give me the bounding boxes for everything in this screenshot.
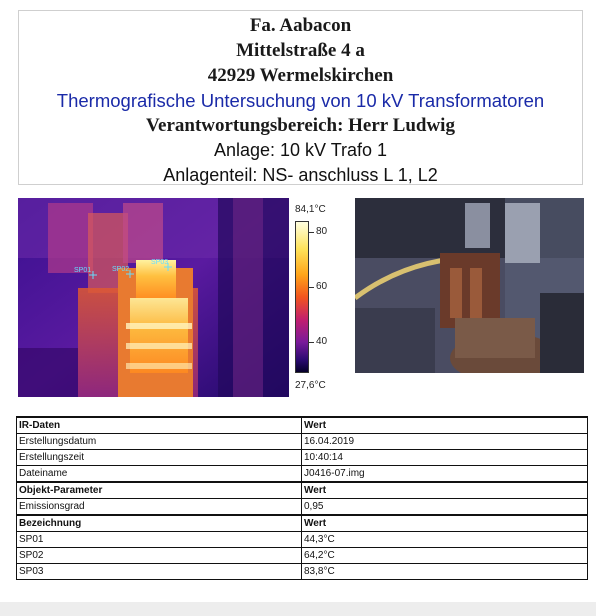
- table-cell: SP02: [17, 548, 302, 564]
- plant-part: Anlagenteil: NS- anschluss L 1, L2: [163, 165, 438, 185]
- table-row: [17, 434, 588, 450]
- street-address: Mittelstraße 4 a: [236, 40, 365, 61]
- scale-tick-label: 60: [316, 281, 328, 292]
- table-row: [17, 564, 588, 580]
- table-row: [17, 466, 588, 483]
- ir-data-table: [16, 416, 588, 580]
- table-cell: 16.04.2019: [302, 434, 588, 450]
- scale-max: 84,1°C: [295, 204, 326, 215]
- section-header-object-parameters: [17, 482, 588, 499]
- table-cell: Wert: [302, 515, 588, 532]
- table-cell: 0,95: [302, 499, 588, 516]
- table-cell: Dateiname: [17, 466, 302, 483]
- bottom-bar: [0, 602, 596, 616]
- table-cell: SP01: [17, 532, 302, 548]
- visual-photo: [355, 198, 584, 373]
- report-header: [18, 10, 583, 185]
- scale-tick: [309, 287, 314, 288]
- table-cell: 83,8°C: [302, 564, 588, 580]
- table-row: [17, 548, 588, 564]
- section-header-ir-data: [17, 417, 588, 434]
- scale-tick: [309, 232, 314, 233]
- table-cell: Wert: [302, 417, 588, 434]
- table-cell: SP03: [17, 564, 302, 580]
- table-row: [17, 532, 588, 548]
- table-cell: Bezeichnung: [17, 515, 302, 532]
- company-name: Fa. Aabacon: [249, 15, 352, 36]
- scale-color-bar: [295, 221, 309, 373]
- visual-photo-graphic: [355, 198, 584, 373]
- scale-tick: [309, 342, 314, 343]
- table-row: [17, 450, 588, 466]
- table-cell: J0416-07.img: [302, 466, 588, 483]
- temperature-scale: [289, 198, 345, 397]
- thermal-image: [18, 198, 289, 397]
- section-header-designation: [17, 515, 588, 532]
- table-cell: Erstellungsdatum: [17, 434, 302, 450]
- table-cell: Objekt-Parameter: [17, 482, 302, 499]
- report-subject: Thermografische Untersuchung von 10 kV Transformatoren: [56, 90, 545, 111]
- city-address: 42929 Wermelskirchen: [207, 65, 394, 86]
- table-cell: 10:40:14: [302, 450, 588, 466]
- responsible-person: Verantwortungsbereich: Herr Ludwig: [146, 115, 455, 136]
- table-cell: Wert: [302, 482, 588, 499]
- table-cell: 44,3°C: [302, 532, 588, 548]
- scale-tick-label: 80: [316, 226, 328, 237]
- marker-sp02: SP02: [112, 266, 130, 273]
- table-cell: Erstellungszeit: [17, 450, 302, 466]
- table-cell: 64,2°C: [302, 548, 588, 564]
- table-cell: Emissionsgrad: [17, 499, 302, 516]
- plant-name: Anlage: 10 kV Trafo 1: [213, 140, 388, 160]
- table-cell: IR-Daten: [17, 417, 302, 434]
- marker-sp03: SP03: [151, 259, 169, 266]
- scale-min: 27,6°C: [295, 380, 326, 391]
- scale-tick-label: 40: [316, 336, 328, 347]
- thermal-image-graphic: [18, 198, 289, 397]
- marker-sp01: SP01: [74, 267, 92, 274]
- table-row: [17, 499, 588, 516]
